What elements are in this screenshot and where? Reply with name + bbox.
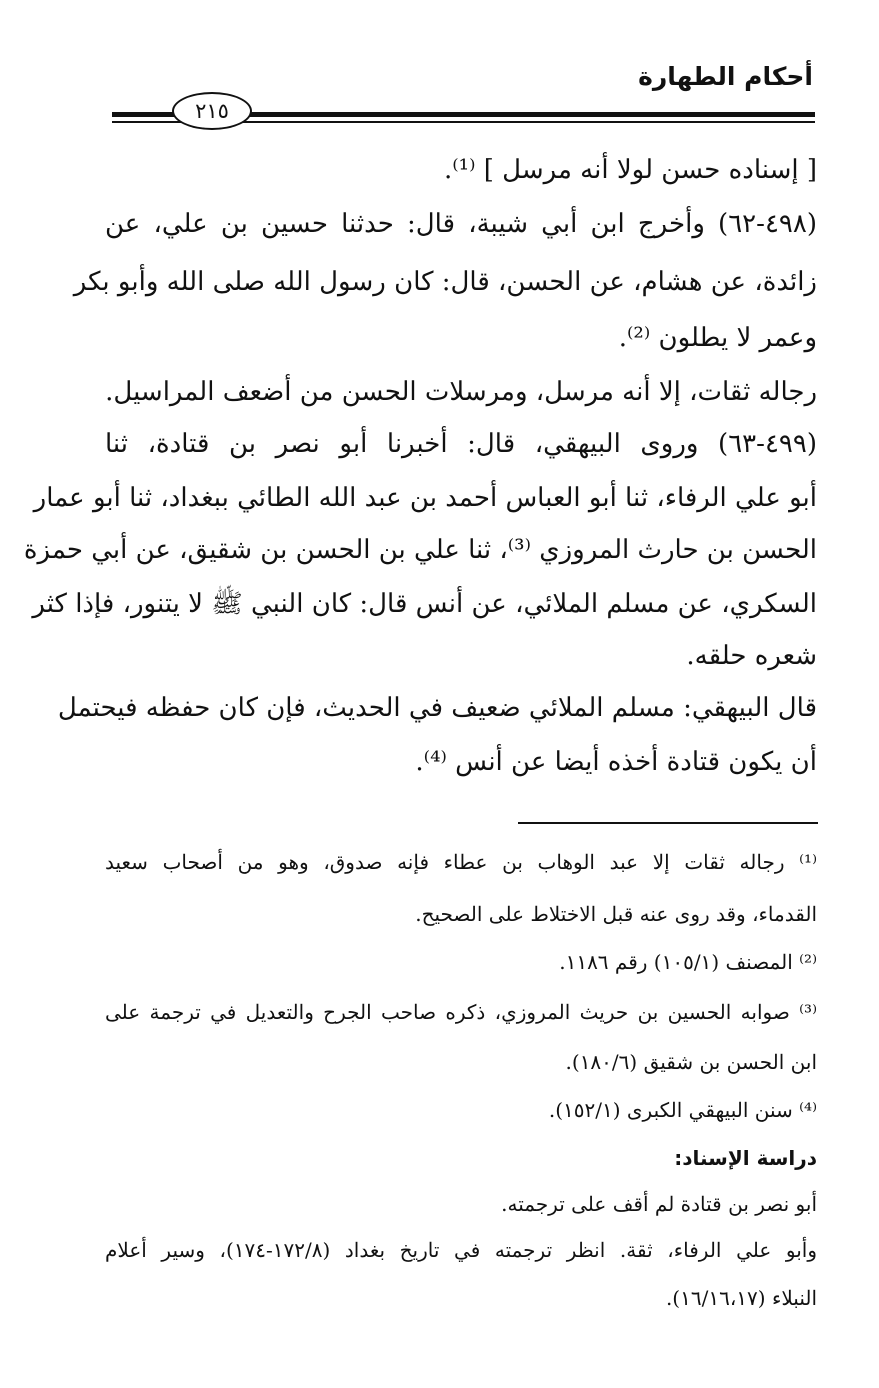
body-line: زائدة، عن هشام، عن الحسن، قال: كان رسول الله صلى الله وأبو بكر bbox=[73, 267, 817, 297]
footnote-line: ⁽³⁾ صوابه الحسين بن حريث المروزي، ذكره صاحب الجرح والتعديل في ترجمة على bbox=[105, 1000, 817, 1024]
footnote-line: ابن الحسن بن شقيق (١٨٠/٦). bbox=[565, 1050, 817, 1074]
body-line: أبو علي الرفاء، ثنا أبو العباس أحمد بن عبد الله الطائي ببغداد، ثنا أبو عمار bbox=[33, 483, 817, 513]
section-heading: دراسة الإسناد: bbox=[674, 1146, 817, 1170]
footnote-separator bbox=[518, 822, 818, 824]
footnote-line: ⁽⁴⁾ سنن البيهقي الكبرى (١٥٢/١). bbox=[548, 1098, 817, 1122]
footnote-line: النبلاء (١٦/١٦،١٧). bbox=[665, 1286, 817, 1310]
footnote-line: وأبو علي الرفاء، ثقة. انظر ترجمته في تاريخ بغداد (١٧٢/٨-١٧٤)، وسير أعلام bbox=[105, 1238, 818, 1262]
footnote-line: ⁽¹⁾ رجاله ثقات إلا عبد الوهاب بن عطاء فإنه صدوق، وهو من أصحاب سعيد bbox=[105, 850, 817, 874]
footnote-line: أبو نصر بن قتادة لم أقف على ترجمته. bbox=[501, 1192, 817, 1216]
body-line: شعره حلقه. bbox=[686, 641, 817, 671]
body-line: [ إسناده حسن لولا أنه مرسل ] ⁽¹⁾. bbox=[444, 155, 817, 185]
body-line: وعمر لا يطلون ⁽²⁾. bbox=[618, 323, 817, 353]
page-number-badge: ٢١٥ bbox=[172, 92, 252, 130]
body-line: (٤٩٩-٦٣) وروى البيهقي، قال: أخبرنا أبو نصر بن قتادة، ثنا bbox=[105, 429, 817, 459]
running-header-title: أحكام الطهارة bbox=[638, 62, 813, 91]
body-line: الحسن بن حارث المروزي ⁽³⁾، ثنا علي بن الحسن بن شقيق، عن أبي حمزة bbox=[23, 535, 817, 565]
body-line: (٤٩٨-٦٢) وأخرج ابن أبي شيبة، قال: حدثنا حسين بن علي، عن bbox=[105, 209, 817, 239]
body-line: رجاله ثقات، إلا أنه مرسل، ومرسلات الحسن من أضعف المراسيل. bbox=[105, 377, 817, 407]
body-line: السكري، عن مسلم الملائي، عن أنس قال: كان النبي ﷺ لا يتنور، فإذا كثر bbox=[32, 589, 817, 619]
footnote-line: ⁽²⁾ المصنف (١٠٥/١) رقم ١١٨٦. bbox=[559, 950, 817, 974]
body-line: أن يكون قتادة أخذه أيضا عن أنس ⁽⁴⁾. bbox=[415, 747, 817, 777]
body-line: قال البيهقي: مسلم الملائي ضعيف في الحديث، فإن كان حفظه فيحتمل bbox=[57, 693, 817, 723]
footnote-line: القدماء، وقد روى عنه قبل الاختلاط على الصحيح. bbox=[415, 902, 817, 926]
